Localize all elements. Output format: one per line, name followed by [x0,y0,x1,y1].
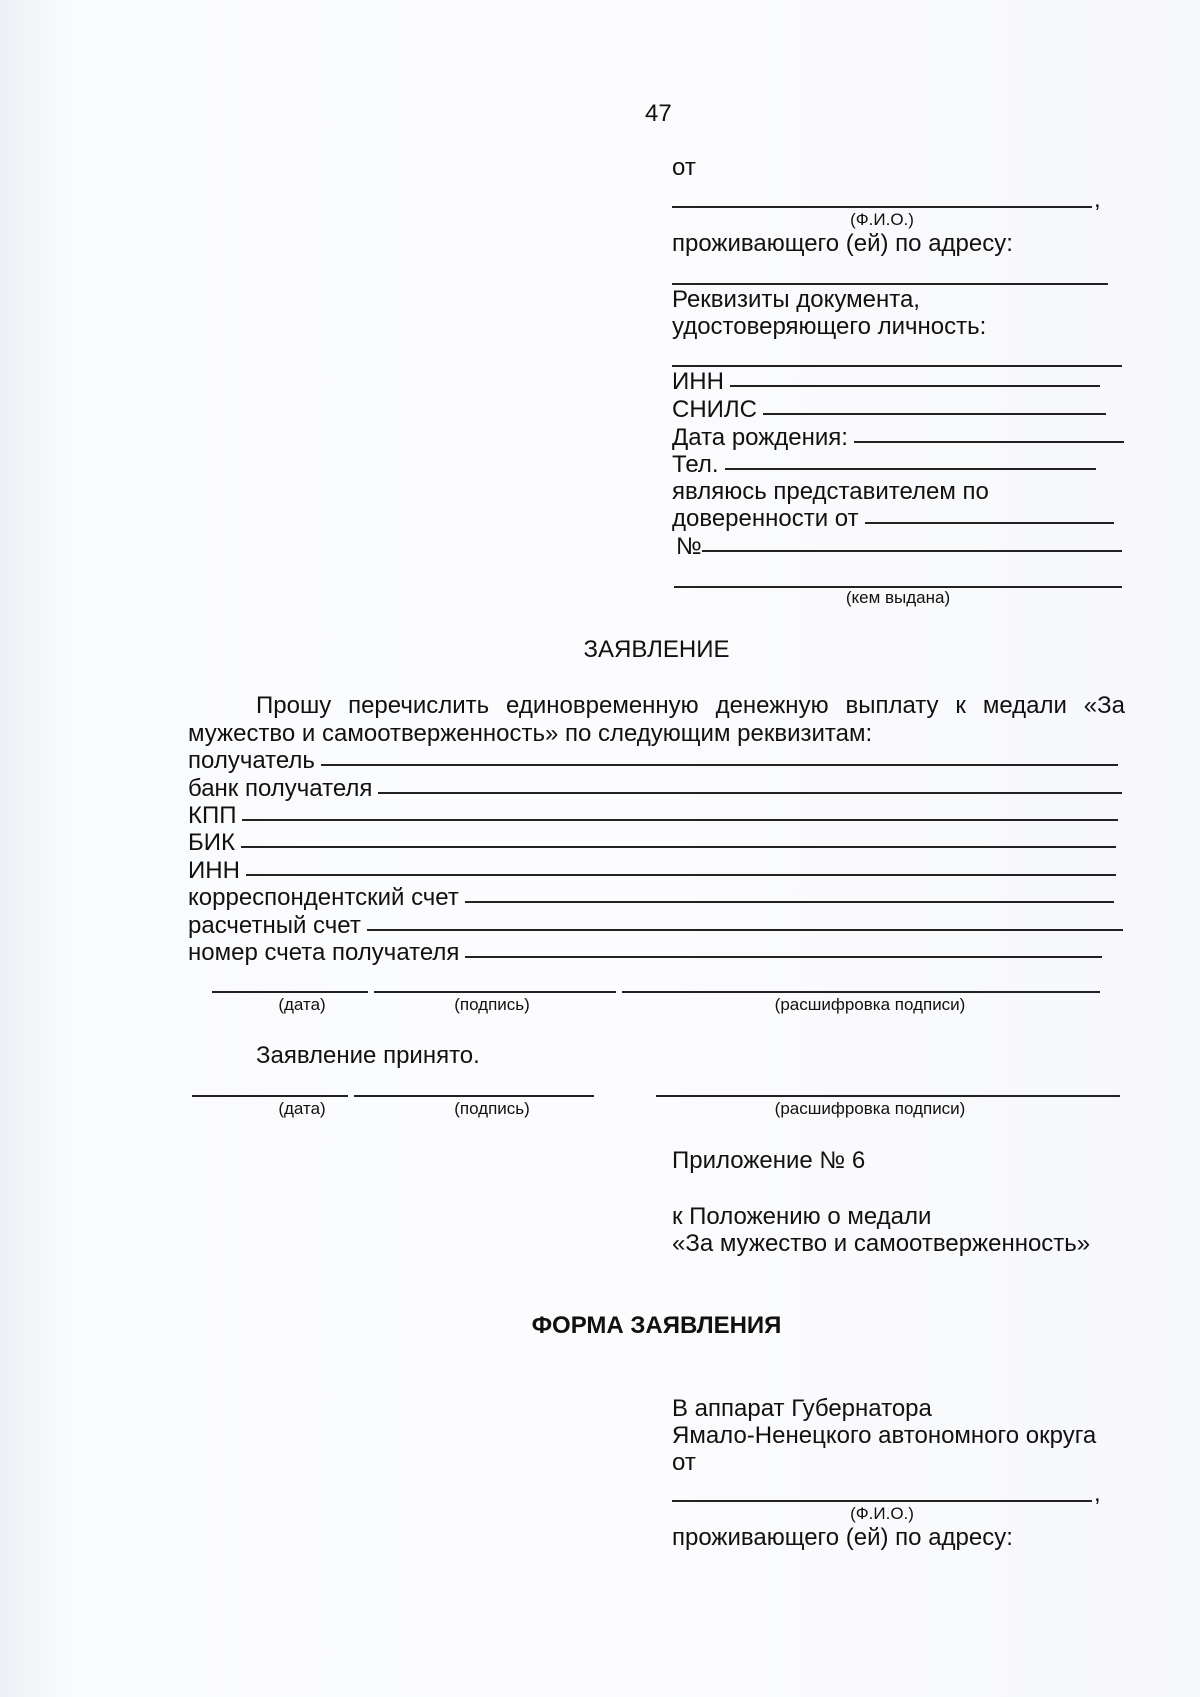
phone-label: Тел. [672,451,719,478]
statement-para-1: Прошу перечислить единовременную денежную выплату к медали «За [256,692,1125,719]
snils-label: СНИЛС [672,396,757,423]
proxy-line [865,522,1114,524]
statement-title: ЗАЯВЛЕНИЕ [583,636,730,663]
page-number: 47 [645,100,672,127]
field-bik [188,829,1116,857]
fio-line [672,206,1092,208]
sign-signature-caption: (подпись) [454,995,530,1014]
accept-decode-caption: (расшифровка подписи) [774,1099,966,1118]
accept-decode-line [656,1095,1120,1097]
field-recipient [188,747,1118,775]
field-label: расчетный счет [188,912,361,939]
recipient-line-2: Ямало-Ненецкого автономного округа [672,1422,1097,1449]
field-line [241,846,1116,848]
phone-row [672,451,1096,479]
accept-date-line [192,1095,348,1097]
snils-row [672,396,1106,424]
field-label: БИК [188,829,235,856]
field-line [367,929,1123,931]
field-label: банк получателя [188,775,373,802]
sign-decode-caption: (расшифровка подписи) [774,995,966,1014]
fio-comma: , [1094,186,1101,213]
field-corr-account [188,884,1114,912]
proxy-label: доверенности от [672,505,859,532]
appendix-ref-2: «За мужество и самоотверженность» [672,1230,1091,1257]
field-line [465,901,1114,903]
field-label: корреспондентский счет [188,884,459,911]
field-line [242,819,1118,821]
doc-label-2: удостоверяющего личность: [672,313,987,340]
appendix-ref-1: к Положению о медали [672,1203,932,1230]
address-line [672,283,1108,285]
statement-para-2: мужество и самоотверженность» по следующим реквизитам: [188,720,873,747]
birth-label: Дата рождения: [672,424,848,451]
accepted-label: Заявление принято. [256,1042,480,1069]
form-title: ФОРМА ЗАЯВЛЕНИЯ [531,1312,782,1339]
recipient-line-1: В аппарат Губернатора [672,1395,932,1422]
sign-date-caption: (дата) [278,995,326,1014]
phone-line [725,468,1096,470]
field-settlement-account [188,912,1123,940]
inn-row [672,368,1100,396]
bottom-address-label: проживающего (ей) по адресу: [672,1524,1013,1551]
representative-label: являюсь представителем по [672,478,989,505]
field-line [321,764,1118,766]
field-label: КПП [188,802,237,829]
field-label: ИНН [188,857,240,884]
proxy-number-row [676,533,1122,561]
fio-caption: (Ф.И.О.) [850,210,914,229]
proxy-number-label: № [676,533,702,560]
from-label: от [672,154,696,181]
issued-caption: (кем выдана) [845,588,951,607]
field-line [378,792,1122,794]
field-kpp [188,802,1118,830]
inn-line [730,385,1100,387]
sign-decode-line [622,991,1100,993]
bottom-fio-line [672,1500,1092,1502]
birth-row [672,424,1124,452]
accept-signature-caption: (подпись) [454,1099,530,1118]
doc-label-1: Реквизиты документа, [672,286,920,313]
sign-signature-line [374,991,616,993]
field-label: получатель [188,747,315,774]
snils-line [763,413,1106,415]
address-label: проживающего (ей) по адресу: [672,230,1013,257]
field-recipient-account [188,939,1102,967]
birth-line [854,441,1124,443]
doc-line [672,365,1122,367]
proxy-number-line [702,550,1122,552]
field-label: номер счета получателя [188,939,460,966]
sign-date-line [212,991,368,993]
field-line [246,874,1116,876]
appendix-number: Приложение № 6 [672,1147,866,1174]
bottom-from-label: от [672,1449,696,1476]
inn-label: ИНН [672,368,724,395]
bottom-fio-caption: (Ф.И.О.) [850,1504,914,1523]
field-inn [188,857,1116,885]
accept-date-caption: (дата) [278,1099,326,1118]
field-line [465,956,1102,958]
accept-signature-line [354,1095,594,1097]
proxy-row [672,505,1114,533]
bottom-fio-comma: , [1094,1480,1101,1507]
field-recipient-bank [188,775,1122,803]
